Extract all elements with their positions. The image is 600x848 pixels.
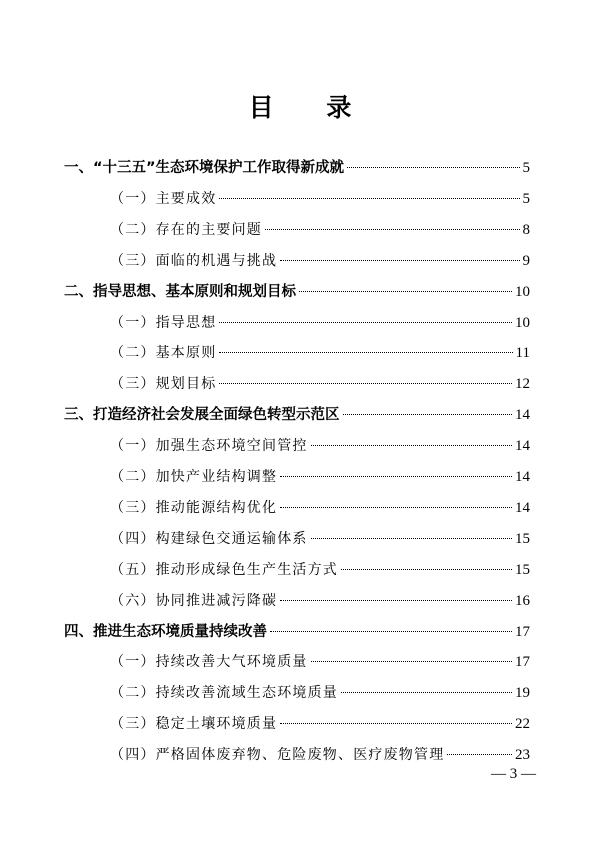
dot-leader bbox=[299, 291, 512, 292]
dot-leader bbox=[347, 167, 519, 168]
toc-entry-page-number: 5 bbox=[522, 190, 530, 207]
toc-chapter-entry[interactable] bbox=[64, 279, 530, 305]
dot-leader bbox=[311, 445, 512, 446]
dot-leader bbox=[270, 631, 512, 632]
toc-entry-label: 三、打造经济社会发展全面绿色转型示范区 bbox=[64, 407, 340, 424]
toc-entry-page-number: 16 bbox=[515, 592, 530, 609]
toc-entry-page-number: 17 bbox=[515, 623, 530, 640]
toc-entry-label: （四）严格固体废弃物、危险废物、医疗废物管理 bbox=[110, 747, 445, 764]
dot-leader bbox=[280, 600, 512, 601]
toc-entry-page-number: 23 bbox=[515, 747, 530, 764]
toc-entry-label: （五）推动形成绿色生产生活方式 bbox=[110, 561, 338, 578]
toc-section-entry[interactable] bbox=[110, 371, 530, 397]
toc-section-entry[interactable] bbox=[110, 649, 530, 675]
toc-entry-label: （三）稳定土壤环境质量 bbox=[110, 716, 278, 733]
toc-entry-label: （三）面临的机遇与挑战 bbox=[110, 252, 278, 269]
toc-entry-label: （三）规划目标 bbox=[110, 376, 217, 393]
dot-leader bbox=[219, 383, 512, 384]
page-number: — 3 — bbox=[491, 766, 536, 782]
dot-leader bbox=[311, 661, 512, 662]
toc-section-entry[interactable] bbox=[110, 742, 530, 768]
dot-leader bbox=[341, 692, 512, 693]
toc-entry-label: 二、指导思想、基本原则和规划目标 bbox=[64, 283, 296, 300]
toc-section-entry[interactable] bbox=[110, 711, 530, 737]
toc-entry-page-number: 14 bbox=[515, 469, 530, 485]
toc-section-entry[interactable] bbox=[110, 464, 530, 490]
toc-entry-label: （一）主要成效 bbox=[110, 190, 217, 207]
toc-section-entry[interactable] bbox=[110, 248, 530, 274]
toc-entry-label: （四）构建绿色交通运输体系 bbox=[110, 530, 308, 547]
dot-leader bbox=[341, 569, 512, 570]
toc-entry-page-number: 12 bbox=[515, 376, 530, 393]
dot-leader bbox=[343, 414, 513, 415]
dot-leader bbox=[447, 754, 512, 755]
toc-section-entry[interactable] bbox=[110, 433, 530, 459]
toc-entry-page-number: 10 bbox=[515, 283, 530, 300]
toc-entry-label: （二）基本原则 bbox=[110, 345, 217, 362]
toc-entry-label: （二）持续改善流域生态环境质量 bbox=[110, 685, 338, 702]
toc-entry-label: （一）加强生态环境空间管控 bbox=[110, 438, 308, 455]
toc-section-entry[interactable] bbox=[110, 310, 530, 336]
toc-section-entry[interactable] bbox=[110, 217, 530, 243]
dot-leader bbox=[219, 352, 512, 353]
toc-section-entry[interactable] bbox=[110, 526, 530, 552]
toc-entry-page-number: 8 bbox=[522, 221, 530, 238]
toc-entry-page-number: 22 bbox=[515, 716, 530, 733]
toc-section-entry[interactable] bbox=[110, 340, 530, 366]
toc-section-entry[interactable] bbox=[110, 186, 530, 212]
toc-section-entry[interactable] bbox=[110, 495, 530, 521]
dot-leader bbox=[280, 723, 512, 724]
toc-entry-page-number: 11 bbox=[515, 345, 530, 362]
toc-entry-page-number: 14 bbox=[515, 407, 530, 424]
toc-entry-page-number: 17 bbox=[515, 654, 530, 671]
dot-leader bbox=[265, 229, 520, 230]
toc-entry-page-number: 9 bbox=[522, 252, 530, 269]
toc-section-entry[interactable] bbox=[110, 588, 530, 614]
toc-entry-label: （六）协同推进减污降碳 bbox=[110, 592, 278, 609]
toc-chapter-entry[interactable] bbox=[64, 155, 530, 181]
toc-entry-label: （二）存在的主要问题 bbox=[110, 221, 262, 238]
toc-entry-label: （一）持续改善大气环境质量 bbox=[110, 654, 308, 671]
page-title: 目 录 bbox=[248, 93, 374, 122]
dot-leader bbox=[311, 538, 512, 539]
toc-entry-label: （一）指导思想 bbox=[110, 314, 217, 331]
dot-leader bbox=[219, 322, 512, 323]
toc-chapter-entry[interactable] bbox=[64, 619, 530, 645]
toc-entry-page-number: 14 bbox=[515, 499, 530, 516]
toc-entry-page-number: 19 bbox=[515, 685, 530, 702]
toc-entry-page-number: 10 bbox=[515, 314, 530, 331]
toc-entry-page-number: 15 bbox=[515, 530, 530, 547]
toc-entry-label: 四、推进生态环境质量持续改善 bbox=[64, 623, 267, 640]
toc-entry-page-number: 14 bbox=[515, 438, 530, 455]
toc-section-entry[interactable] bbox=[110, 557, 530, 583]
toc-entry-page-number: 5 bbox=[522, 160, 530, 176]
toc-entry-label: （三）推动能源结构优化 bbox=[110, 499, 278, 516]
toc-chapter-entry[interactable] bbox=[64, 402, 530, 428]
dot-leader bbox=[219, 198, 519, 199]
dot-leader bbox=[280, 476, 512, 477]
toc-entry-label: 一、“十三五”生态环境保护工作取得新成就 bbox=[64, 160, 345, 176]
dot-leader bbox=[280, 260, 519, 261]
toc-entry-page-number: 15 bbox=[515, 561, 530, 578]
toc-entry-label: （二）加快产业结构调整 bbox=[110, 469, 278, 485]
dot-leader bbox=[280, 507, 512, 508]
toc-section-entry[interactable] bbox=[110, 680, 530, 706]
